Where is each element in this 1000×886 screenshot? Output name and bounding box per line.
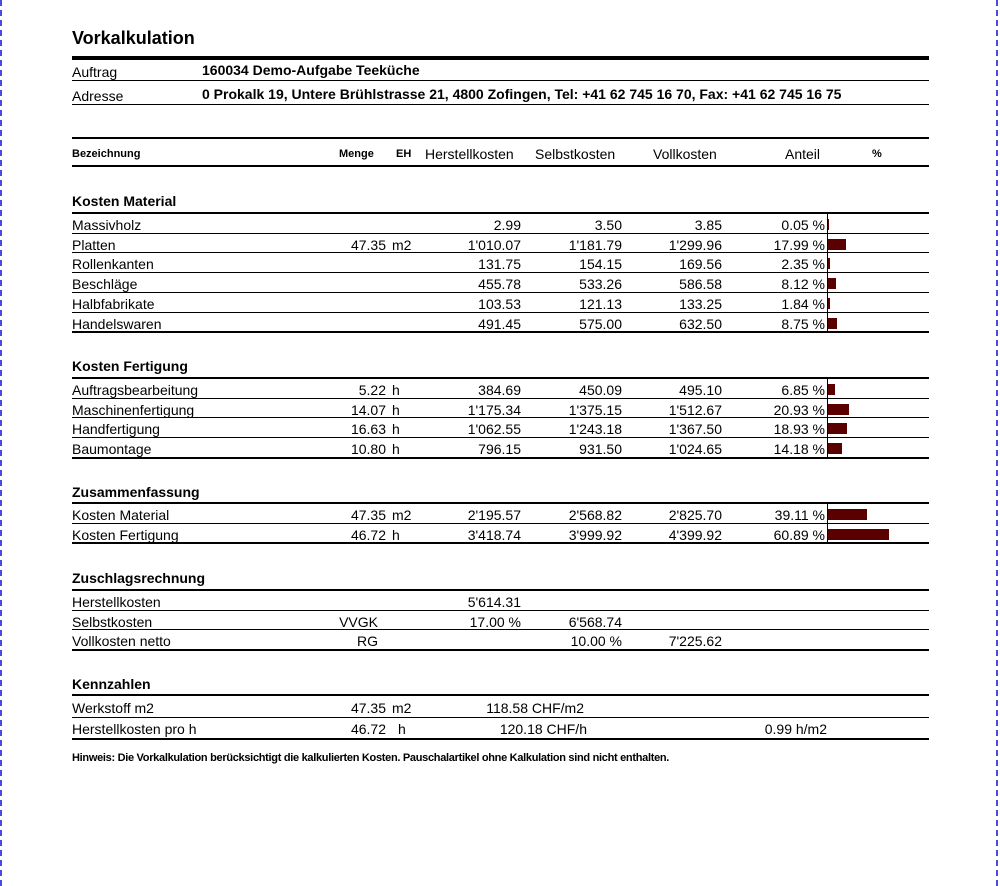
row-menge: 5.22	[358, 382, 386, 398]
row-name: Werkstoff m2	[72, 700, 154, 716]
row-menge: 47.35	[350, 507, 386, 523]
row-name: Rollenkanten	[72, 256, 154, 273]
row-herstellkosten: 3'418.74	[467, 526, 521, 543]
row-menge: 14.07	[350, 401, 386, 418]
col-header-herstellkosten: Herstellkosten	[425, 146, 514, 162]
row-code: VVGK	[339, 613, 378, 630]
row-menge: 46.72	[350, 526, 386, 543]
row-kennzahl-extra: 0.99 h/m2	[764, 721, 827, 737]
divider	[72, 56, 929, 60]
row-name: Kosten Material	[72, 507, 170, 523]
divider	[72, 457, 929, 459]
row-vollkosten: 1'299.96	[668, 236, 722, 253]
section-title-fertigung: Kosten Fertigung	[72, 358, 188, 374]
row-herstellkosten: 1'062.55	[467, 421, 521, 438]
table-row	[72, 697, 929, 717]
row-selbstkosten: 3'999.92	[568, 526, 622, 543]
row-eh: m2	[392, 700, 412, 716]
row-menge: 46.72	[350, 721, 386, 737]
row-menge: 47.35	[350, 700, 386, 716]
table-row	[72, 524, 929, 544]
row-selbstkosten: 1'243.18	[568, 421, 622, 438]
row-herstellkosten: 796.15	[478, 441, 521, 458]
col-header-selbstkosten: Selbstkosten	[535, 146, 616, 162]
row-vollkosten: 3.85	[694, 217, 722, 233]
row-selbstkosten: 1'375.15	[568, 401, 622, 418]
divider	[72, 694, 929, 696]
anteil-bar	[828, 529, 889, 540]
row-kennzahl-value: 118.58 CHF/m2	[486, 700, 584, 716]
divider	[72, 542, 929, 544]
row-vollkosten: 632.50	[679, 315, 722, 332]
row-name: Kosten Fertigung	[72, 526, 179, 543]
row-name: Baumontage	[72, 441, 152, 458]
auftrag-value: 160034 Demo-Aufgabe Teeküche	[202, 62, 420, 78]
row-herstellkosten: 1'175.34	[467, 401, 521, 418]
row-herstellkosten: 491.45	[478, 315, 521, 332]
row-eh: h	[392, 441, 400, 458]
row-name: Herstellkosten	[72, 594, 161, 610]
row-selbstkosten: 10.00 %	[570, 633, 622, 650]
anteil-bar	[828, 298, 830, 309]
note-text: Hinweis: Die Vorkalkulation berücksichtigt die kalkulierten Kosten. Pauschalartikel ohne Kalkulation sind nicht enthalten.	[72, 752, 670, 764]
col-header-menge: Menge	[339, 148, 374, 160]
row-herstellkosten: 455.78	[478, 276, 521, 293]
divider	[72, 165, 929, 167]
row-divider	[72, 649, 929, 651]
row-name: Massivholz	[72, 217, 142, 233]
row-name: Handelswaren	[72, 315, 162, 332]
row-menge: 16.63	[350, 421, 386, 438]
divider	[72, 137, 929, 139]
row-herstellkosten: 131.75	[478, 256, 521, 273]
row-eh: h	[398, 721, 406, 737]
page-edge-right	[996, 0, 998, 886]
row-herstellkosten: 5'614.31	[467, 594, 521, 610]
row-eh: m2	[392, 507, 412, 523]
row-vollkosten: 2'825.70	[668, 507, 722, 523]
col-header-vollkosten: Vollkosten	[653, 146, 717, 162]
row-selbstkosten: 121.13	[579, 295, 622, 312]
row-selbstkosten: 1'181.79	[568, 236, 622, 253]
row-vollkosten: 1'367.50	[668, 421, 722, 438]
table-row	[72, 273, 929, 293]
row-anteil: 18.93 %	[773, 421, 825, 438]
section-title-zuschlag: Zuschlagsrechnung	[72, 570, 206, 586]
anteil-bar	[828, 423, 847, 434]
col-header-bezeichnung: Bezeichnung	[72, 148, 141, 160]
row-herstellkosten: 103.53	[478, 295, 521, 312]
row-name: Beschläge	[72, 276, 138, 293]
table-row	[72, 630, 929, 650]
row-vollkosten: 4'399.92	[668, 526, 722, 543]
anteil-bar	[828, 258, 830, 269]
row-eh: h	[392, 421, 400, 438]
row-selbstkosten: 533.26	[579, 276, 622, 293]
row-vollkosten: 1'512.67	[668, 401, 722, 418]
row-menge: 10.80	[350, 441, 386, 458]
table-row	[72, 718, 929, 738]
row-herstellkosten: 1'010.07	[467, 236, 521, 253]
anteil-bar	[828, 278, 836, 289]
table-row	[72, 591, 929, 611]
row-vollkosten: 169.56	[679, 256, 722, 273]
anteil-bar	[828, 443, 842, 454]
col-header-eh: EH	[396, 148, 412, 160]
table-row	[72, 214, 929, 234]
row-selbstkosten: 575.00	[579, 315, 622, 332]
adresse-value: 0 Prokalk 19, Untere Brühlstrasse 21, 4800 Zofingen, Tel: +41 62 745 16 70, Fax: +41 62 745 16 75	[202, 86, 842, 102]
row-kennzahl-value: 120.18 CHF/h	[499, 721, 587, 737]
table-row	[72, 399, 929, 419]
table-row	[72, 504, 929, 524]
row-anteil: 8.12 %	[781, 276, 825, 293]
row-anteil: 1.84 %	[781, 295, 825, 312]
anteil-bar	[828, 219, 829, 230]
col-header-anteil: Anteil	[785, 146, 821, 162]
anteil-bar	[828, 239, 846, 250]
anteil-bar	[828, 404, 849, 415]
row-name: Platten	[72, 236, 116, 253]
bar-axis	[827, 214, 828, 332]
table-row	[72, 438, 929, 458]
row-name: Auftragsbearbeitung	[72, 382, 199, 398]
table-row	[72, 234, 929, 254]
page-title: Vorkalkulation	[72, 28, 195, 48]
row-eh: h	[392, 526, 400, 543]
auftrag-label: Auftrag	[72, 64, 118, 80]
row-herstellkosten: 2.99	[493, 217, 521, 233]
row-name: Maschinenfertigung	[72, 401, 195, 418]
row-anteil: 17.99 %	[773, 236, 825, 253]
bar-axis	[827, 379, 828, 458]
section-title-kennzahlen: Kennzahlen	[72, 676, 151, 692]
table-row	[72, 253, 929, 273]
row-code: RG	[357, 633, 378, 650]
row-vollkosten: 495.10	[679, 382, 722, 398]
row-anteil: 6.85 %	[781, 382, 825, 398]
row-herstellkosten: 384.69	[478, 382, 521, 398]
section-title-material: Kosten Material	[72, 193, 177, 209]
anteil-bar	[828, 509, 867, 520]
row-eh: m2	[392, 236, 412, 253]
divider	[72, 331, 929, 333]
adresse-label: Adresse	[72, 88, 124, 104]
row-herstellkosten: 2'195.57	[467, 507, 521, 523]
col-header-percent: %	[872, 148, 882, 160]
row-vollkosten: 7'225.62	[668, 633, 722, 650]
row-selbstkosten: 2'568.82	[568, 507, 622, 523]
row-selbstkosten: 931.50	[579, 441, 622, 458]
table-row	[72, 293, 929, 313]
row-herstellkosten: 17.00 %	[469, 613, 521, 630]
row-vollkosten: 133.25	[679, 295, 722, 312]
row-name: Handfertigung	[72, 421, 160, 438]
row-menge: 47.35	[350, 236, 386, 253]
row-eh: h	[392, 401, 400, 418]
table-row	[72, 379, 929, 399]
row-anteil: 20.93 %	[773, 401, 825, 418]
divider	[72, 80, 929, 81]
row-anteil: 2.35 %	[781, 256, 825, 273]
row-selbstkosten: 3.50	[594, 217, 622, 233]
divider	[72, 104, 929, 105]
row-name: Vollkosten netto	[72, 633, 171, 650]
table-row	[72, 313, 929, 333]
page-edge-left	[0, 0, 2, 886]
row-anteil: 0.05 %	[781, 217, 825, 233]
row-selbstkosten: 6'568.74	[568, 613, 622, 630]
row-anteil: 14.18 %	[773, 441, 825, 458]
row-vollkosten: 586.58	[679, 276, 722, 293]
row-vollkosten: 1'024.65	[668, 441, 722, 458]
row-selbstkosten: 450.09	[579, 382, 622, 398]
row-name: Selbstkosten	[72, 613, 153, 630]
row-eh: h	[392, 382, 400, 398]
row-anteil: 39.11 %	[774, 507, 825, 523]
row-selbstkosten: 154.15	[579, 256, 622, 273]
anteil-bar	[828, 318, 837, 329]
anteil-bar	[828, 384, 835, 395]
row-anteil: 8.75 %	[781, 315, 825, 332]
bar-axis	[827, 504, 828, 543]
table-row	[72, 611, 929, 631]
table-row	[72, 418, 929, 438]
section-title-zusammenfassung: Zusammenfassung	[72, 484, 200, 500]
row-divider	[72, 738, 929, 740]
row-name: Herstellkosten pro h	[72, 721, 197, 737]
row-name: Halbfabrikate	[72, 295, 155, 312]
row-anteil: 60.89 %	[773, 526, 825, 543]
